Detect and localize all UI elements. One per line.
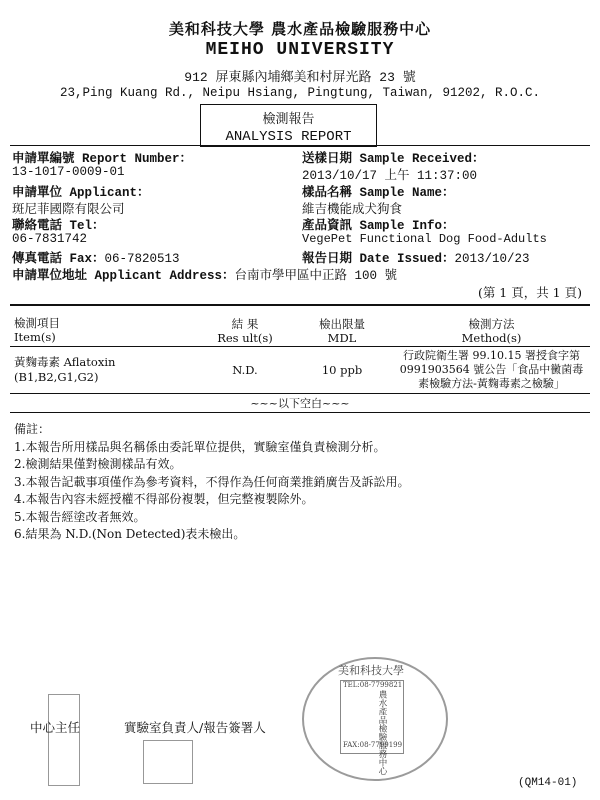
header-item <box>10 316 199 347</box>
director-label: 中心主任 <box>30 720 81 735</box>
sample-received-label: 送樣日期 Sample Received： <box>302 152 485 166</box>
method-value: 行政院衛生署 99.10.15 署授食字第 0991903564 號公告「食品中黴菌毒素檢驗方法-黃麴毒素之檢驗」 <box>399 349 584 390</box>
applicant-address-label: 申請單位地址 Applicant Address： <box>12 269 235 283</box>
form-code: (QM14-01) <box>518 777 578 789</box>
tel-value: 06-7831742 <box>12 232 88 246</box>
header-method <box>393 316 590 347</box>
mdl-value: 10 ppb <box>321 363 363 377</box>
report-title-en: ANALYSIS REPORT <box>225 129 352 145</box>
notes-section <box>14 421 409 544</box>
result-value: N.D. <box>232 363 258 377</box>
lab-head-seal <box>143 740 193 784</box>
address-en: 23,Ping Kuang Rd., Neipu Hsiang, Pingtung, Taiwan, 91202, R.O.C. <box>59 86 541 100</box>
header-result-en: Res ult(s) <box>217 331 273 345</box>
applicant-address-row <box>12 265 397 284</box>
end-marker-row <box>10 394 590 413</box>
page-info: (第 1 頁，共 1 頁) <box>477 285 582 300</box>
applicant-value: 斑尼菲國際有限公司 <box>12 201 125 216</box>
report-number-label: 申請單編號 Report Number： <box>12 152 193 166</box>
table-row <box>10 347 590 394</box>
date-issued-label: 報告日期 Date Issued： <box>302 252 455 266</box>
header-result <box>199 316 291 347</box>
header-mdl <box>291 316 393 347</box>
sample-info-value: VegePet Functional Dog Food-Adults <box>302 232 547 246</box>
stamp-tel: TEL:08-7799821 <box>343 681 403 689</box>
table-header-row <box>10 316 590 347</box>
director-seal <box>48 694 80 786</box>
center-title-cn: 美和科技大學 農水產品檢驗服務中心 <box>168 20 432 38</box>
fax-value: 06-7820513 <box>104 252 180 266</box>
item-subtypes: (B1,B2,G1,G2) <box>14 370 99 384</box>
item-cell <box>10 347 199 394</box>
note-item: 4.本報告內容未經授權不得部份複製，但完整複製除外。 <box>14 492 314 506</box>
note-item: 5.本報告經塗改者無效。 <box>14 509 146 524</box>
sample-name-label: 樣品名稱 Sample Name： <box>302 186 455 200</box>
header-method-en: Method(s) <box>461 331 522 345</box>
tel-label: 聯絡電話 Tel： <box>12 219 105 233</box>
sample-name-value: 維吉機能成犬狗食 <box>302 201 403 216</box>
report-number-value: 13-1017-0009-01 <box>12 165 125 179</box>
stamp-top-text: 美和科技大學 <box>338 664 404 677</box>
report-title-box <box>200 104 377 147</box>
note-item: 1.本報告所用樣品與名稱係由委託單位提供，實驗室僅負責檢測分析。 <box>14 439 386 454</box>
sample-received-value: 2013/10/17 上午 11:37:00 <box>302 169 478 183</box>
header-method-cn: 檢測方法 <box>468 317 515 331</box>
fax-label: 傳真電話 Fax： <box>12 252 105 266</box>
header-item-en: Item(s) <box>14 330 56 344</box>
section-divider <box>10 304 590 306</box>
stamp-center-text: 農水產品檢驗服務中心 <box>377 690 387 775</box>
university-title: MEIHO UNIVERSITY <box>205 40 395 60</box>
date-issued-value: 2013/10/23 <box>454 252 530 266</box>
item-name: 黃麴毒素 Aflatoxin <box>14 355 116 369</box>
header-mdl-cn: 檢出限量 <box>319 317 365 331</box>
note-item: 2.檢測結果僅對檢測樣品有效。 <box>14 457 182 471</box>
header-mdl-en: MDL <box>327 331 357 345</box>
sample-info-label: 產品資訊 Sample Info： <box>302 219 455 233</box>
header-divider <box>10 145 590 146</box>
report-title-cn: 檢測報告 <box>262 112 315 127</box>
results-table <box>10 316 590 413</box>
note-item: 3.本報告記載事項僅作為參考資料，不得作為任何商業推銷廣告及訴訟用。 <box>14 474 410 489</box>
applicant-address-value: 台南市學甲區中正路 100 號 <box>234 269 398 283</box>
end-marker: ~~~以下空白~~~ <box>250 397 350 410</box>
header-item-cn: 檢測項目 <box>14 316 60 330</box>
notes-title: 備註： <box>14 422 51 436</box>
applicant-label: 申請單位 Applicant： <box>12 186 150 200</box>
note-item: 6.結果為 N.D.(Non Detected)表未檢出。 <box>14 527 246 541</box>
stamp-fax: FAX:08-7799199 <box>343 741 403 749</box>
address-cn: 912 屏東縣內埔鄉美和村屏光路 23 號 <box>184 70 416 85</box>
header-result-cn: 結 果 <box>231 317 259 331</box>
lab-head-label: 實驗室負責人/報告簽署人 <box>124 720 266 735</box>
